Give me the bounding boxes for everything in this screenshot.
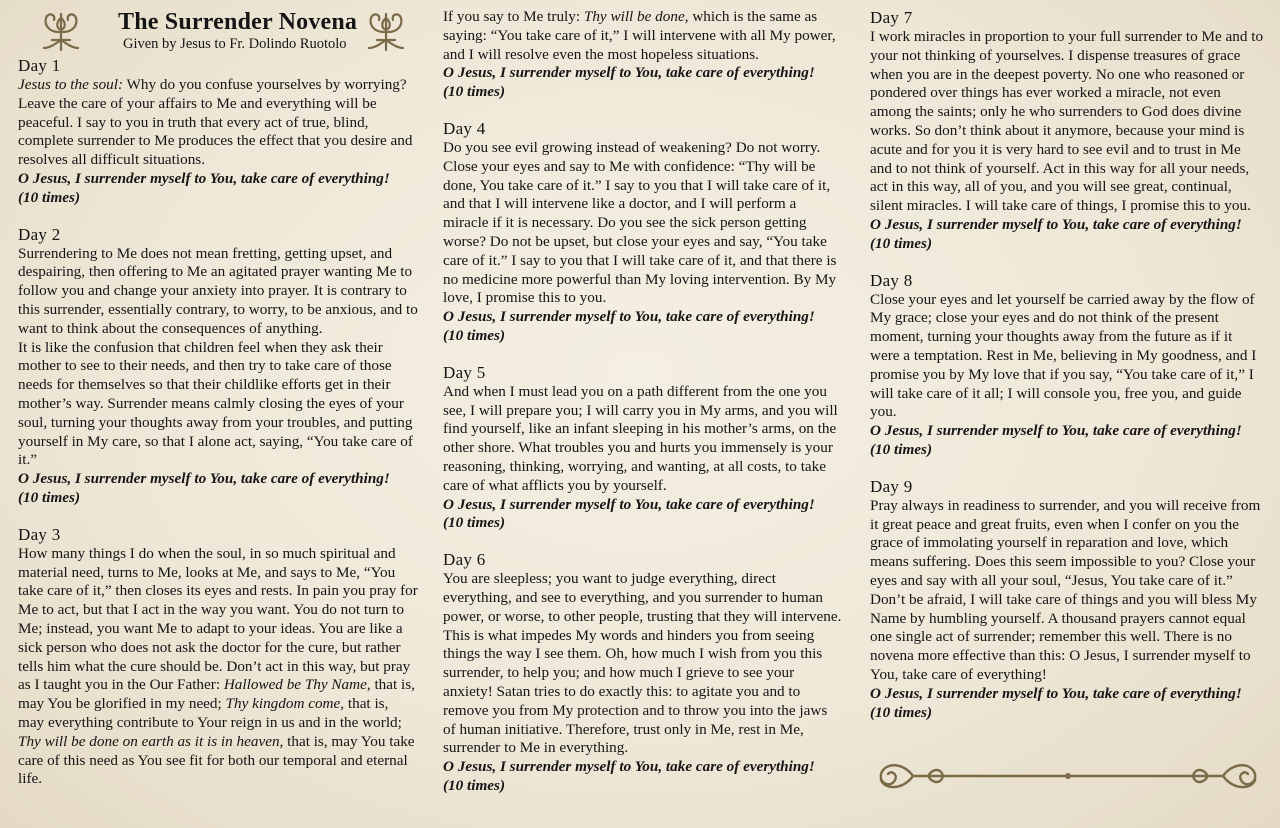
day-3-italic-part: Thy will be done on earth as it is in heaven, xyxy=(18,732,284,750)
day-5-heading: Day 5 xyxy=(443,362,486,382)
day-9-heading: Day 9 xyxy=(870,476,913,496)
day-8-prayer: O Jesus, I surrender myself to You, take care of everything! xyxy=(870,422,1242,440)
day-6-heading: Day 6 xyxy=(443,550,486,570)
day-3-text-part: that is, may You be glorified in my need; xyxy=(18,676,415,713)
day-1-text xyxy=(18,76,418,170)
day-3-text-part: that is, may You take care of this need as You see fit for both our temporal and eternal life. xyxy=(18,732,415,788)
day-7-section xyxy=(870,8,1265,254)
day-2-section xyxy=(18,225,418,508)
page-title: The Surrender Novena xyxy=(118,9,358,35)
day-3-section xyxy=(18,525,418,789)
day-3-repeat: (10 times) xyxy=(443,83,506,101)
day-9-section xyxy=(870,477,1265,723)
day-1-intro: Jesus to the soul: xyxy=(18,76,124,93)
day-9-prayer: O Jesus, I surrender myself to You, take care of everything! xyxy=(870,684,1242,702)
day-6-section xyxy=(443,550,843,796)
day-4-repeat: (10 times) xyxy=(443,326,506,344)
day-7-heading: Day 7 xyxy=(870,8,913,27)
day-1-heading: Day 1 xyxy=(18,56,61,75)
day-4-prayer: O Jesus, I surrender myself to You, take care of everything! xyxy=(443,308,815,326)
day-9-text: Pray always in readiness to surrender, and you will receive from it great peace and great fruits, even when I confer on you the grace of immolating yourself in reparation and love, which means suffering. Does this seem impossible to you? Close your eyes and say with all your soul, “Jesus, You take care of it.” Don’t be afraid, I will take care of things and you will bless My Name by humbling yourself. A thousand prayers cannot equal one single act of surrender; remember this well. There is no novena more effective than this: O Jesus, I surrender myself to You, take care of everything! xyxy=(870,496,1261,683)
day-6-prayer: O Jesus, I surrender myself to You, take care of everything! xyxy=(443,758,815,776)
day-8-text: Close your eyes and let yourself be carried away by the flow of My grace; close your eyes and do not think of the present moment, turning your thoughts away from the future as if it were a temptation. Rest in Me, believing in My goodness, and I promise you by My love that if you say, “You take care of it,” I will take care of it all; I will console you, free you, and guide you. xyxy=(870,290,1257,421)
day-2-prayer: O Jesus, I surrender myself to You, take care of everything! xyxy=(18,470,390,488)
day-4-heading: Day 4 xyxy=(443,118,486,138)
day-1-section xyxy=(18,56,418,208)
day-1-body: Why do you confuse yourselves by worrying? Leave the care of your affairs to Me and everything will be peaceful. I say to you in truth that every act of true, blind, complete surrender to Me produces the effect that you desire and resolves all difficult situations. xyxy=(18,76,413,169)
day-2-paragraph-1: Surrendering to Me does not mean fretting, getting upset, and despairing, then offering to Me an agitated prayer wanting Me to follow you and change your anxiety into prayer. It is contrary to this surrender, essentially contrary, to worry, to be anxious, and to want to think about the consequences of anything. xyxy=(18,244,418,337)
day-3-text-part: that is, may everything contribute to Your reign in us and in the world; xyxy=(18,695,402,731)
day-3-cont-part: If you say to Me truly: xyxy=(443,8,584,25)
day-3-prayer: O Jesus, I surrender myself to You, take care of everything! xyxy=(443,64,815,82)
day-2-repeat: (10 times) xyxy=(18,488,81,506)
day-3-cont-text xyxy=(443,8,843,64)
day-1-repeat: (10 times) xyxy=(18,188,81,206)
day-3-text xyxy=(18,545,418,789)
day-3-continued xyxy=(443,8,843,102)
day-1-prayer: O Jesus, I surrender myself to You, take care of everything! xyxy=(18,169,390,187)
day-8-section xyxy=(870,271,1265,460)
header xyxy=(18,0,418,56)
day-8-repeat: (10 times) xyxy=(870,440,933,458)
day-8-heading: Day 8 xyxy=(870,270,913,290)
day-5-section xyxy=(443,363,843,533)
day-3-italic-part: Hallowed be Thy Name, xyxy=(223,676,371,694)
day-4-section xyxy=(443,119,843,346)
column-3 xyxy=(870,8,1265,739)
day-7-repeat: (10 times) xyxy=(870,234,933,252)
day-7-text: I work miracles in proportion to your full surrender to Me and to your not thinking of yourselves. I dispense treasures of grace when you are in the deepest poverty. No one who reasoned or pondered over things has ever worked a miracle, not even among the saints; only he who surrenders to God does divine works. So don’t think about it anymore, because your mind is acute and for you it is very hard to see evil and to trust in Me and to not think of yourself. Act in this way for all your needs, act in this way, all of you, and you will see great, continual, silent miracles. I will take care of things, I promise this to you. xyxy=(870,28,1264,215)
day-2-paragraph-2: It is like the confusion that children feel when they ask their mother to see to their needs, and then try to take care of those needs for themselves so that their childlike efforts get in their mother’s way. Surrender means calmly closing the eyes of your soul, turning your thoughts away from your troubles, and putting yourself in My care, so that I alone act, saying, “You take care of it.” xyxy=(18,338,413,469)
day-3-cont-italic: Thy will be done, xyxy=(583,8,689,25)
page-subtitle: Given by Jesus to Fr. Dolindo Ruotolo xyxy=(123,36,347,52)
flourish-divider-icon xyxy=(873,752,1263,800)
day-2-heading: Day 2 xyxy=(18,224,61,244)
day-5-prayer: O Jesus, I surrender myself to You, take care of everything! xyxy=(443,495,815,513)
day-4-text: Do you see evil growing instead of weakening? Do not worry. Close your eyes and say to Me with confidence: “Thy will be done, You take care of it.” I say to you that I will take care of it, and that I will intervene like a doctor, and I will perform a miracle if it is necessary. Do you see the sick person getting worse? Do not be upset, but close your eyes and say, “You take care of it.” I say to you that I will take care of it, and that there is no medicine more powerful than My loving intervention. By My love, I promise this to you. xyxy=(443,138,837,307)
day-3-text-part: How many things I do when the soul, in so much spiritual and material need, turns to Me, looks at Me, and says to Me, “You take care of it,” then closes its eyes and rests. In pain you pray for Me to act, but that I act in the way you want. You do not turn to Me; instead, you want Me to adapt to your ideas. You are like a sick person who does not ask the doctor for the cure, but rather tells him what the cure should be. Don’t act in this way, but pray as I taught you in the Our Father: xyxy=(18,544,418,694)
fleur-ornament-icon xyxy=(363,8,409,54)
day-3-cont-part: which is the same as saying: “You take care of it,” I will intervene with all My power, and I will resolve even the most hopeless situations. xyxy=(443,8,836,63)
day-5-text: And when I must lead you on a path different from the one you see, I will prepare you; I will carry you in My arms, and you will find yourself, like an infant sleeping in his mother’s arms, on the other shore. What troubles you and hurts you immensely is your reasoning, thinking, worrying, and wanting, at all costs, to take care of what afflicts you by yourself. xyxy=(443,382,838,494)
day-5-repeat: (10 times) xyxy=(443,514,506,532)
fleur-ornament-icon xyxy=(38,8,84,54)
day-6-repeat: (10 times) xyxy=(443,776,506,794)
column-1 xyxy=(18,0,418,806)
day-6-text: You are sleepless; you want to judge everything, direct everything, and see to everything, and you surrender to human power, or worse, to other people, trusting that they will intervene. This is what impedes My words and hinders you from seeing things the way I see them. Oh, how much I wish from you this surrender, to help you; and how much I grieve to see your anxiety! Satan tries to do exactly this: to agitate you and to remove you from My protection and to throw you into the jaws of human initiative. Therefore, trust only in Me, rest in Me, surrender to Me in everything. xyxy=(443,570,842,757)
day-7-prayer: O Jesus, I surrender myself to You, take care of everything! xyxy=(870,215,1242,233)
day-3-italic-part: Thy kingdom come, xyxy=(225,695,345,713)
day-9-repeat: (10 times) xyxy=(870,703,933,721)
column-2 xyxy=(443,8,843,813)
day-3-heading: Day 3 xyxy=(18,524,61,544)
